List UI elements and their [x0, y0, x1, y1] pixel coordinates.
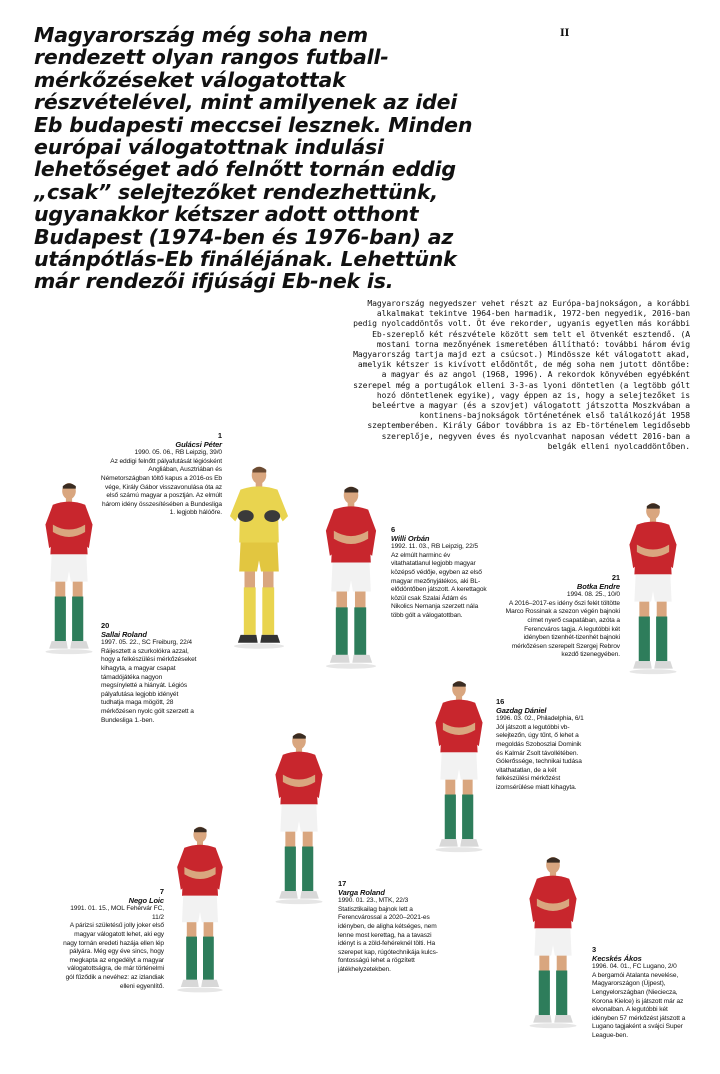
player-name: Gazdag Dániel: [496, 705, 547, 715]
player-bio-botka: [500, 574, 620, 660]
player-bio-kecskes: [592, 946, 688, 1041]
player-text: A bergamói Atalanta nevelése, Magyarországon (Újpest), Lengyelországban (Nieciecza, Korona Kielce) is játszott már az elvonalban. A legutóbbi két idényben 57 mérkőzést játszott a Lugano tagjaként a svájci Super League-ben.: [592, 971, 686, 1039]
player-number: 16: [496, 697, 505, 706]
player-photo-botka: [622, 482, 684, 694]
player-bio-orban: [391, 526, 487, 621]
player-bio-nego: [62, 888, 164, 991]
player-number: 1: [217, 431, 222, 440]
player-photo-nego: [170, 802, 230, 1016]
player-name: Sallai Roland: [101, 629, 147, 639]
player-info: 1990. 01. 23., MTK, 22/3: [338, 897, 409, 905]
player-photo-orban: [318, 472, 384, 682]
player-bio-gazdag: [496, 698, 588, 793]
player-text: Jól játszott a legutóbbi vb-selejtezőn, úgy tűnt, ő lehet a megoldás Szoboszlai Dominik és Kalmár Zsolt távollétében. Gólerőssége, technikai tudása vitathatatlan, de a két felkészülési mérkőzést izomsérülése miatt kihagyta.: [496, 723, 582, 791]
player-text: Az elmúlt harminc év vitathatatlanul legjobb magyar középső védője, egyben az első magyar mezőnyjátékos, aki BL-elődöntőben játszott. A kerettagok közül csak Szalai Ádám és Nikolics Nemanja szerzett nála több gólt a válogatottban.: [391, 551, 487, 619]
player-number: 6: [391, 525, 396, 534]
player-name: Kecskés Ákos: [592, 953, 642, 963]
player-text: Az eddigi felnőtt pályafutását légiósként Angliában, Ausztriában és Németországban töltő kapus a 2016-os Eb vége, Király Gábor visszavonulása óta az első számú magyar a posztján. Az elmúlt három idény összesítésében a Bundesliga 1. legjobb hálóőre.: [100, 457, 222, 517]
player-photo-sallai: [38, 462, 100, 674]
player-text: Statisztikailag bajnok lett a Ferencvárossal a 2020–2021-es idényben, de aligha kétséges, nem lenne most kerettag, ha a tavaszi idényt is a zöld-fehéreknél tölti. Ha szerepet kap, rúgótechnikája kulcs-fontosságú lehet a rögzített játékhelyzetekben.: [338, 905, 438, 973]
player-photo-gazdag: [428, 658, 490, 874]
player-info: 1991. 01. 15., MOL Fehérvár FC, 11/2: [70, 905, 164, 921]
player-photo-varga: [268, 704, 330, 932]
player-name: Gulácsi Péter: [175, 439, 222, 449]
player-number: 21: [611, 573, 620, 582]
player-text: Ráijesztett a szurkolókra azzal, hogy a felkészülési mérkőzéseket kihagyta, a magyar csapat támadójátéka nagyon megsínyletté a hiányát. Légiós pályafutása legjobb idényét tudhatja maga mögött, 28 mérkőzésen nyolc gólt szerzett a Bundesliga 1.-ben.: [101, 647, 197, 724]
player-text: A 2016–2017-es idény őszi felét töltötte Marco Rossinak a szezon végén bajnoki címet nyerő csapatában, azóta a Ferencváros tagja. A legutóbbi két idényben tizenhét-tizenhét bajnoki mérkőzésen szerepelt Szergej Rebrov kezdő tizenegyében.: [505, 599, 620, 659]
player-number: 20: [101, 621, 110, 630]
intro-text: Magyarország negyedszer vehet részt az Európa-bajnokságon, a korábbi alkalmakat tekintve 1964-ben harmadik, 1972-ben negyedik, 2016-ban pedig nyolcaddöntős volt. Öt éve rekorder, ugyanis egyetlen más korábbi Eb-szereplő két részvétele között sem telt el ötvenkét esztendő. (A mostani torna mezőnyének ismeretében állítható: további három évig Magyarország tartja majd ezt a csúcsot.) Mindössze két válogatott akad, amelyik kétszer is kivívott elődöntőt, de még soha nem jutott döntőbe: a magyar és az angol (1968, 1996). A rekordok könyvében egyébként szerepel még a portugálok elleni 3-3-as lyoni döntetlen (a legtöbb gólt hozó döntetlenek egyike), vagy éppen az is, hogy a selejtezőket is beleértve a magyar (és a szovjet) válogatott játszotta Moszkvában a kontinens-bajnokságok történetének első találkozóját 1958 szeptemberében. Király Gábor továbbra is az Eb-történelem legidősebb szereplője, negyven éves és nyolcvanhat naposan védett 2016-ban a belgák elleni nyolcaddöntőben.: [353, 299, 690, 451]
player-info: 1990. 05. 06., RB Leipzig, 39/0: [134, 449, 222, 457]
player-info: 1996. 03. 02., Philadelphia, 6/1: [496, 715, 584, 723]
player-photo-kecskes: [522, 836, 584, 1048]
player-number: 17: [338, 879, 347, 888]
player-name: Nego Loic: [128, 895, 164, 905]
player-info: 1994. 08. 25., 10/0: [566, 591, 620, 599]
player-bio-sallai: [101, 622, 197, 725]
player-name: Varga Roland: [338, 887, 385, 897]
player-info: 1992. 11. 03., RB Leipzig, 22/5: [391, 543, 478, 551]
page-number: II: [560, 28, 570, 39]
player-info: 1996. 04. 01., FC Lugano, 2/0: [592, 963, 677, 971]
player-number: 7: [159, 887, 164, 896]
player-text: A párizsi születésű jolly joker első magyar válogatott lehet, aki egy nagy tornán eredeti hazája ellen lép pályára. Még egy éve sincs, hogy megkapta az engedélyt a magyar válogatottságra, de már történelmi gól fűződik a nevéhez: az izlandiak elleni egyenlítő.: [63, 922, 164, 990]
player-bio-varga: [338, 880, 444, 975]
player-name: Willi Orbán: [391, 533, 430, 543]
player-number: 3: [592, 945, 597, 954]
player-info: 1997. 05. 22., SC Freiburg, 22/4: [101, 639, 193, 647]
player-name: Botka Endre: [576, 581, 620, 591]
player-bio-gulacsi: [98, 432, 222, 518]
player-photo-gulacsi: [226, 448, 292, 666]
headline: Magyarország még soha nem rendezett olyan rangos futball-mérkőzéseket válogatottak részvételével, mint amilyenek az idei Eb budapesti meccsei lesznek. Minden európai válogatottnak indulási lehetőséget adó felnőtt tornán eddig „csak” selejtezőket rendezhettünk, ugyanakkor kétszer adott otthont Budapest (1974-ben és 1976-ban) az utánpótlás-Eb fináléjának. Lehettünk már rendezői ifjúsági Eb-nek is.: [34, 23, 473, 294]
